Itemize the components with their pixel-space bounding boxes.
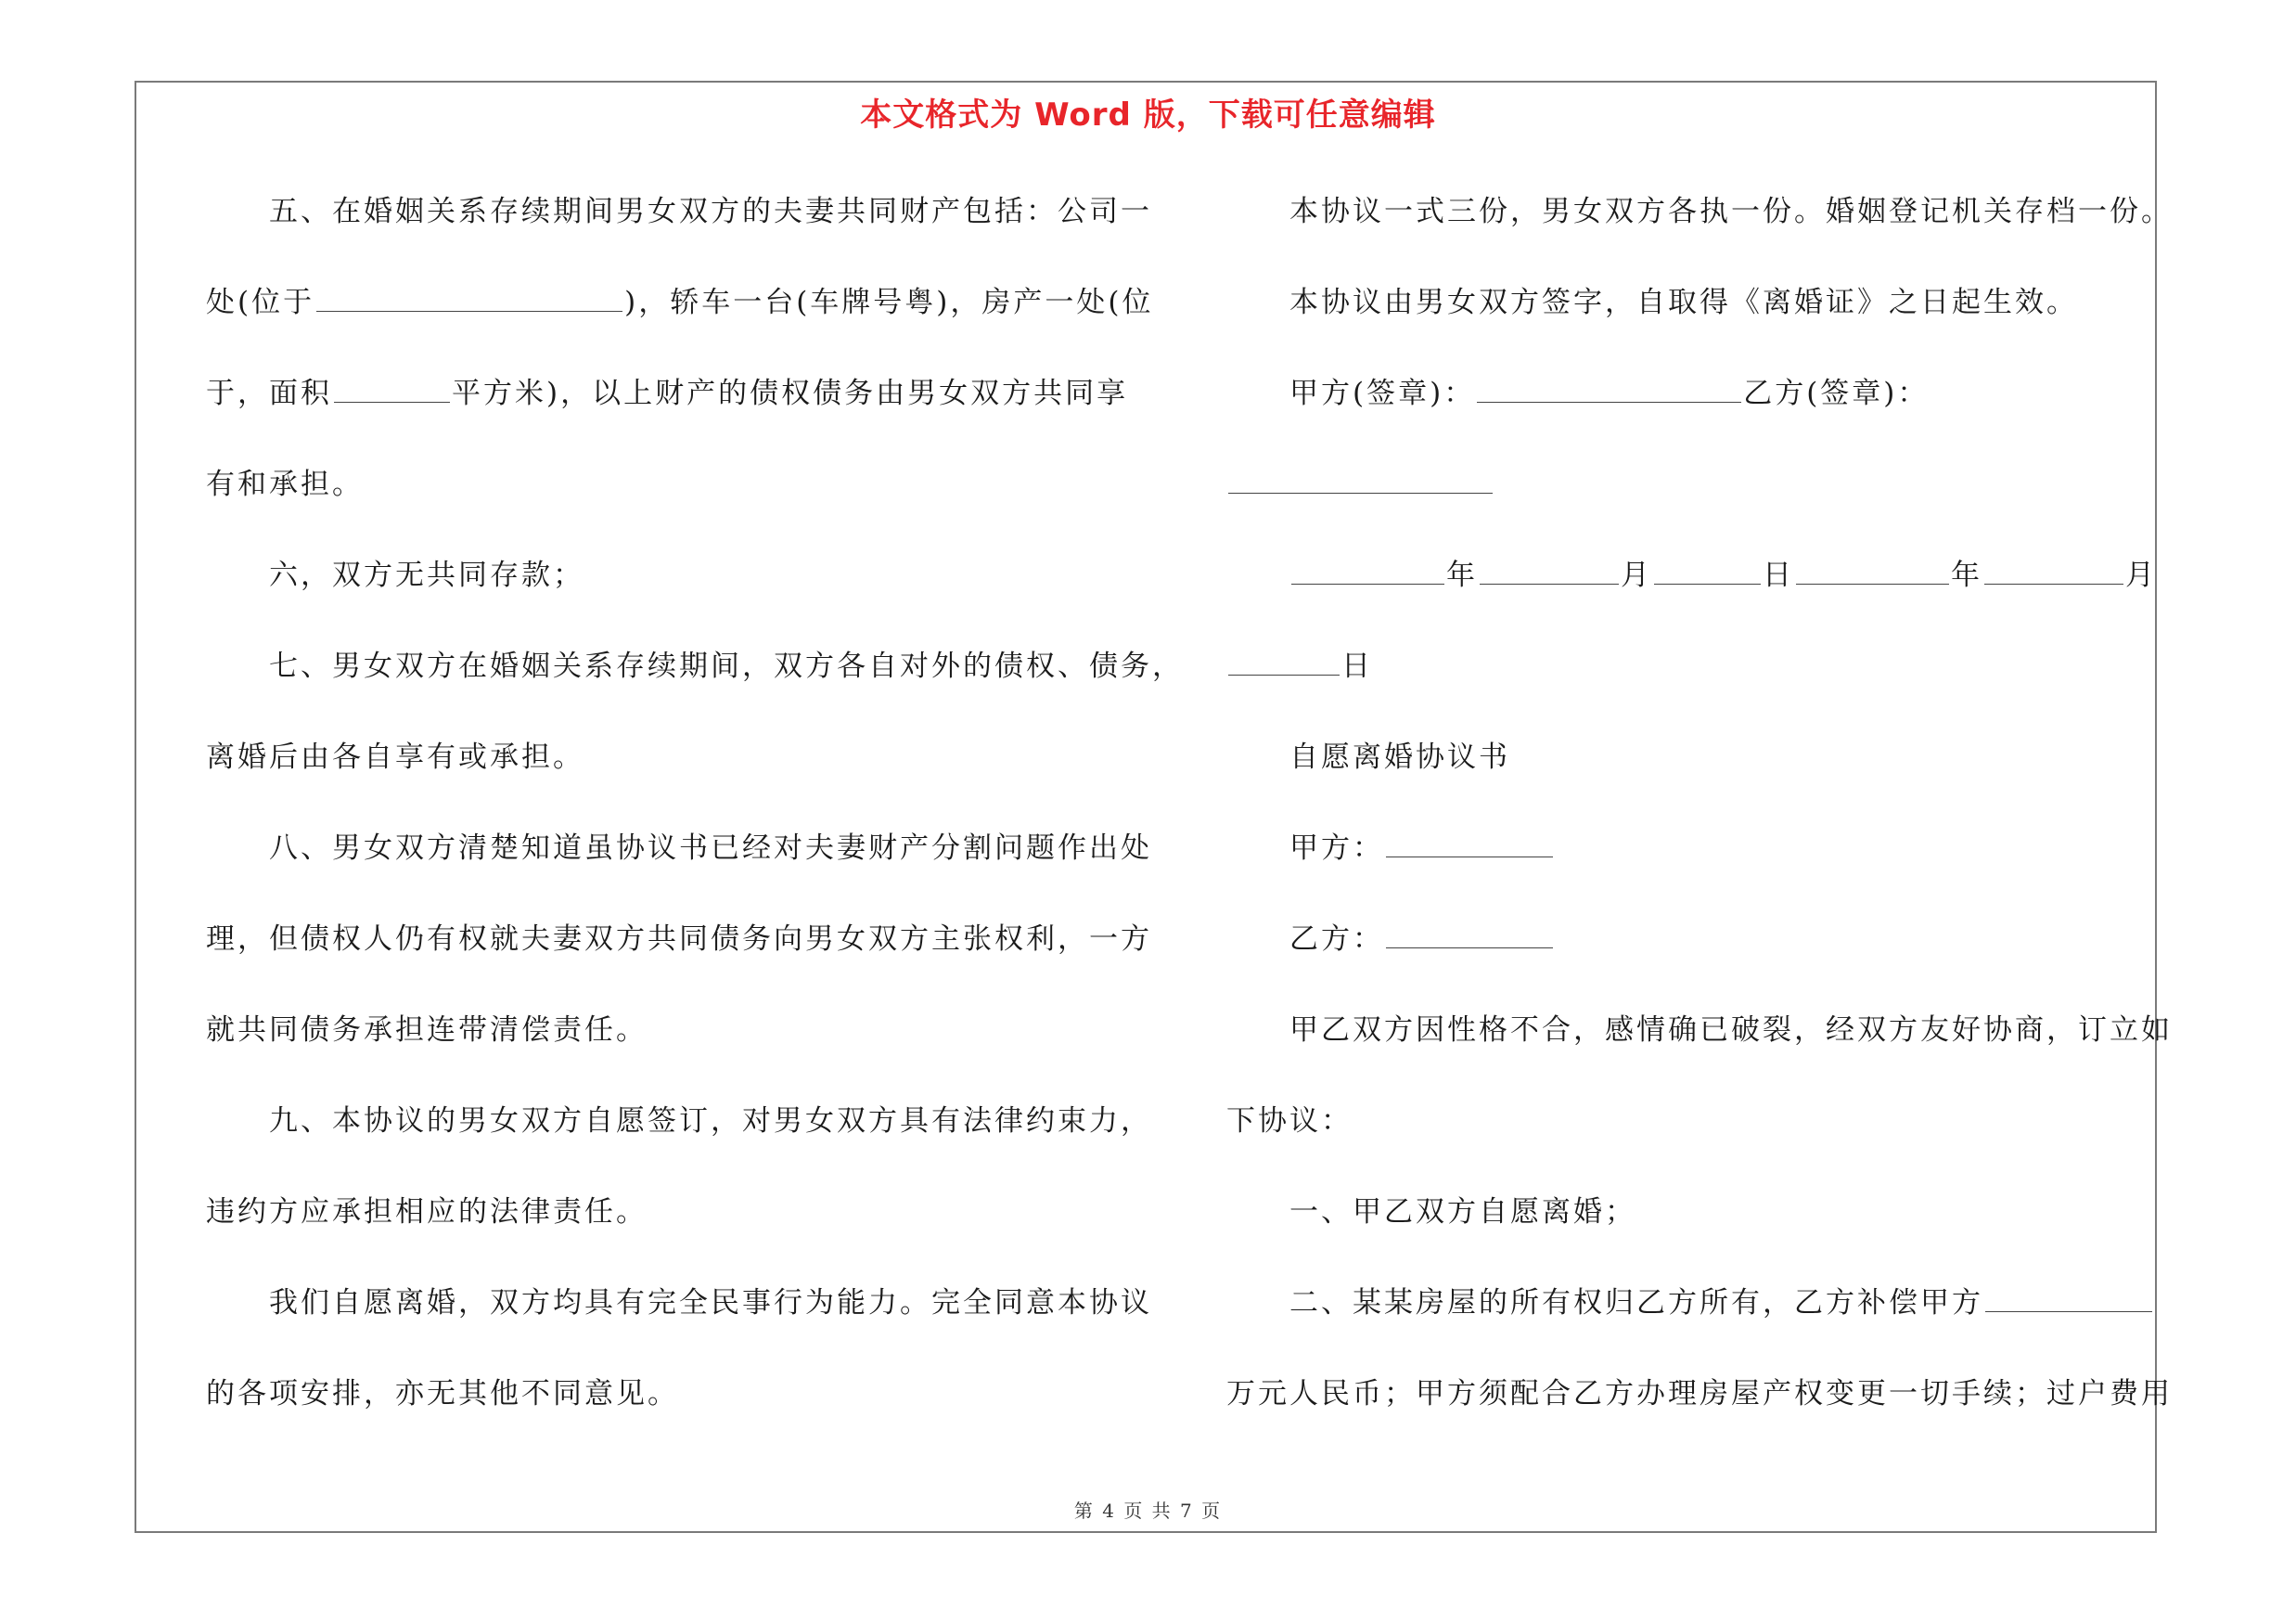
intro-line-2: 下协议： (1226, 1104, 1353, 1138)
item-1: 一、甲乙双方自愿离婚； (1289, 1195, 1636, 1229)
area-blank (334, 376, 450, 403)
clause-5-line-2 (206, 284, 1154, 321)
day-label: 日 (1763, 559, 1794, 592)
copies-clause: 本协议一式三份，男女双方各执一份。婚姻登记机关存档一份。 (1289, 195, 2173, 228)
statement-line-2: 的各项安排，亦无其他不同意见。 (206, 1377, 679, 1410)
party-b-signature-label: 乙方(签章)： (1743, 377, 1930, 410)
format-banner: 本文格式为 Word 版，下载可任意编辑 (860, 97, 1436, 134)
party-b-signature-line (1226, 466, 1494, 503)
page-number: 第 4 页 共 7 页 (1073, 1500, 1223, 1522)
day-label: 日 (1341, 650, 1373, 683)
clause-5-line-1: 五、在婚姻关系存续期间男女双方的夫妻共同财产包括：公司一 (269, 195, 1152, 228)
clause-5-text: 处(位于 (206, 286, 315, 319)
party-b-signature-blank (1228, 467, 1493, 494)
item-2-text: 二、某某房屋的所有权归乙方所有，乙方补偿甲方 (1289, 1286, 1983, 1320)
statement-line-1: 我们自愿离婚，双方均具有完全民事行为能力。完全同意本协议 (269, 1286, 1152, 1320)
month-label: 月 (2125, 559, 2157, 592)
year-label: 年 (1446, 559, 1478, 592)
item-2-line-1 (1289, 1284, 2154, 1321)
item-2-line-2: 万元人民币；甲方须配合乙方办理房屋产权变更一切手续；过户费用 (1226, 1377, 2173, 1410)
party-a-blank (1386, 831, 1553, 857)
year-blank (1291, 558, 1444, 585)
month-label: 月 (1621, 559, 1652, 592)
month-blank (1480, 558, 1619, 585)
company-location-blank (316, 285, 622, 312)
clause-5-text: )，轿车一台(车牌号粤)，房产一处(位 (624, 286, 1154, 319)
clause-8-line-3: 就共同债务承担连带清偿责任。 (206, 1013, 648, 1047)
party-b-line (1289, 921, 1555, 958)
party-a-signature-label: 甲方(签章)： (1289, 377, 1476, 410)
clause-8-line-1: 八、男女双方清楚知道虽协议书已经对夫妻财产分割问题作出处 (269, 831, 1152, 865)
day-blank (1228, 649, 1340, 676)
party-a-line (1289, 830, 1555, 867)
clause-5-text: 平方米)，以上财产的债权债务由男女双方共同享 (452, 377, 1129, 410)
compensation-blank (1985, 1285, 2152, 1312)
clause-5-line-4: 有和承担。 (206, 468, 364, 501)
intro-line-1: 甲乙双方因性格不合，感情确已破裂，经双方友好协商，订立如 (1289, 1013, 2173, 1047)
effective-clause: 本协议由男女双方签字，自取得《离婚证》之日起生效。 (1289, 286, 2078, 319)
month-blank (1984, 558, 2123, 585)
day-blank (1654, 558, 1761, 585)
year-label: 年 (1951, 559, 1982, 592)
clause-7-line-2: 离婚后由各自享有或承担。 (206, 741, 584, 774)
agreement-title: 自愿离婚协议书 (1289, 741, 1510, 774)
party-b-blank (1386, 921, 1553, 948)
clause-6: 六，双方无共同存款； (269, 559, 584, 592)
clause-7-line-1: 七、男女双方在婚姻关系存续期间，双方各自对外的债权、债务， (269, 650, 1184, 683)
party-a-signature-blank (1477, 376, 1741, 403)
year-blank (1796, 558, 1949, 585)
party-a-label: 甲方： (1289, 831, 1384, 865)
clause-5-line-3 (206, 375, 1128, 412)
clause-8-line-2: 理，但债权人仍有权就夫妻双方共同债务向男女双方主张权利，一方 (206, 922, 1152, 956)
date-line-2 (1226, 648, 1373, 685)
clause-9-line-2: 违约方应承担相应的法律责任。 (206, 1195, 648, 1229)
clause-5-text: 于，面积 (206, 377, 332, 410)
signature-line (1289, 375, 1929, 412)
party-b-label: 乙方： (1289, 922, 1384, 956)
date-line (1289, 557, 2157, 594)
clause-9-line-1: 九、本协议的男女双方自愿签订，对男女双方具有法律约束力， (269, 1104, 1152, 1138)
